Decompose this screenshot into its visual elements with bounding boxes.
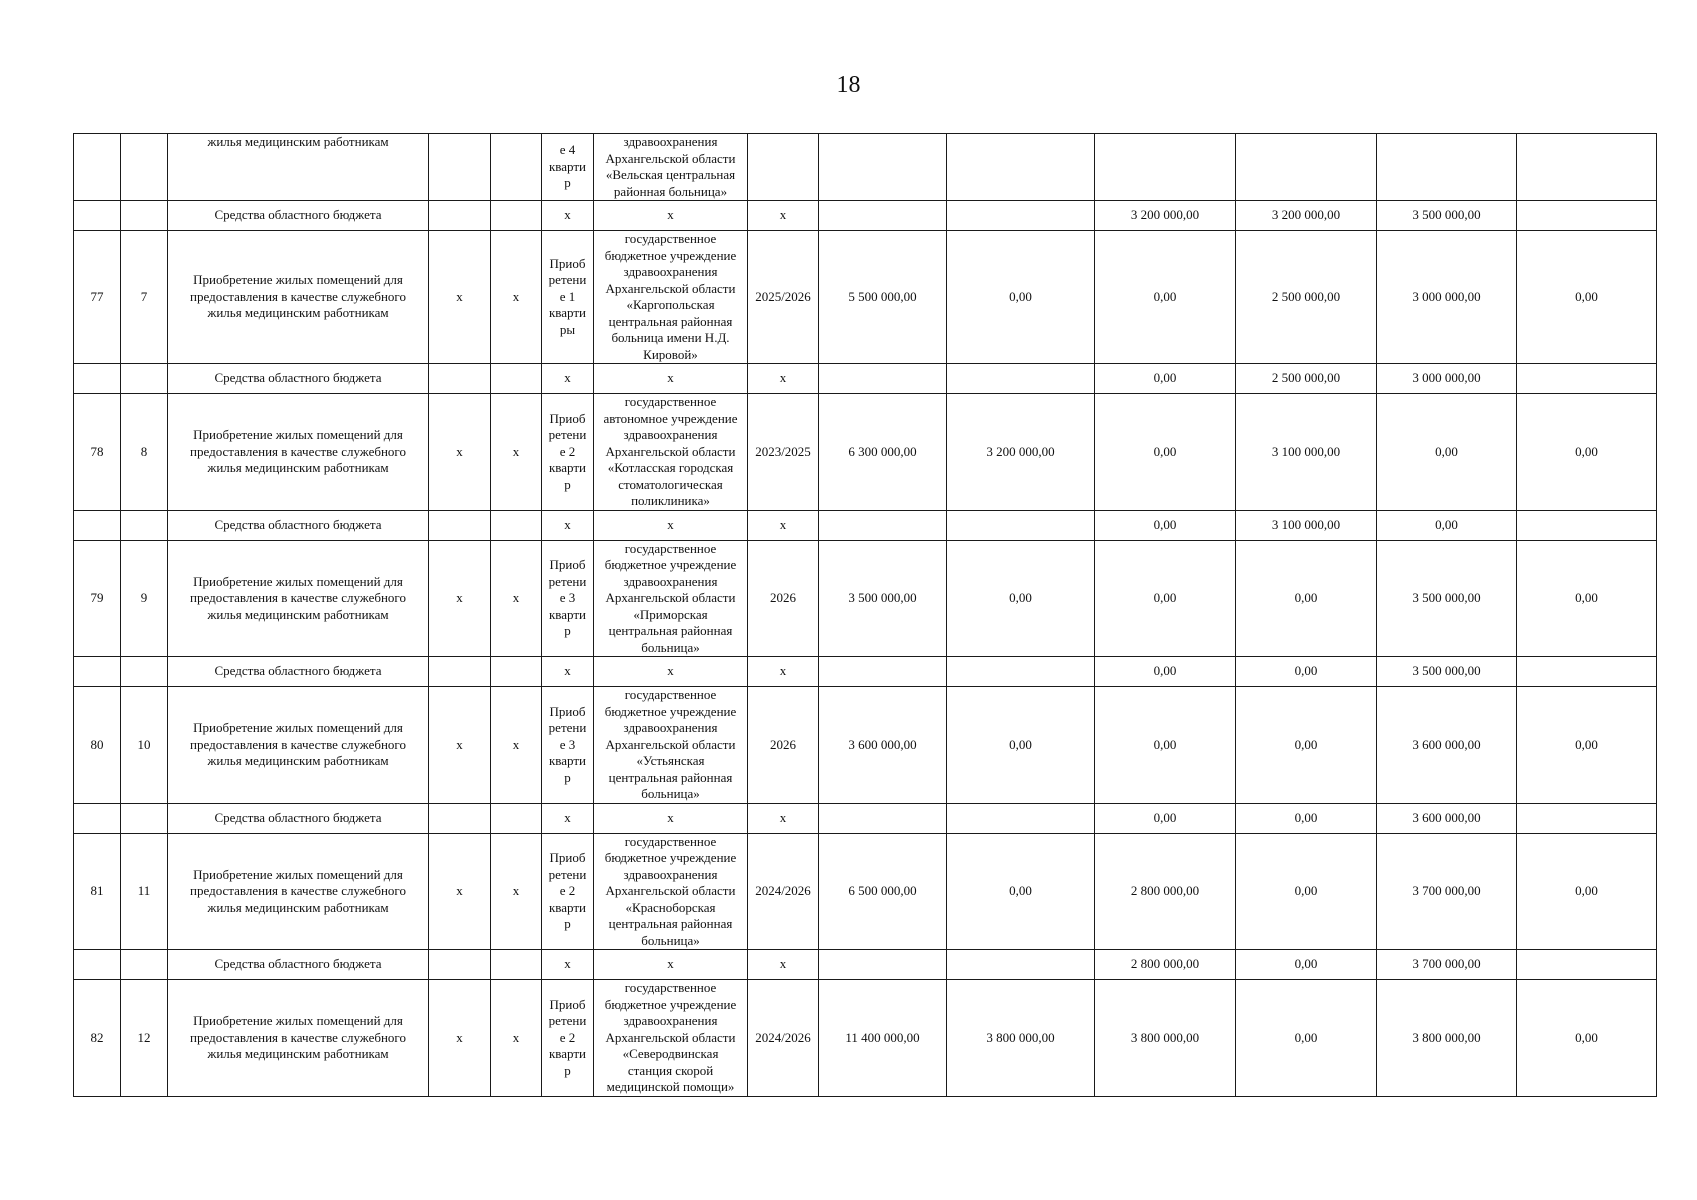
empty-cell (819, 364, 947, 394)
spent-cell: 0,00 (947, 687, 1095, 804)
x-mark: х (542, 950, 594, 980)
work-kind-line: кварти (548, 305, 587, 321)
organization-cell (594, 833, 748, 950)
total-cost-cell: 11 400 000,00 (819, 980, 947, 1097)
organization-cell (594, 231, 748, 364)
row-subnumber-cell (121, 134, 168, 201)
organization-line: больница» (641, 932, 700, 948)
organization-line: Архангельской области (605, 150, 736, 166)
amount-2026: 0,00 (1377, 394, 1517, 511)
row-subnumber-cell: 9 (121, 540, 168, 657)
empty-cell (491, 201, 542, 231)
amount-2024: 0,00 (1095, 394, 1236, 511)
funding-source-row (74, 950, 1657, 980)
amount-2025: 3 100 000,00 (1236, 394, 1377, 511)
period-cell: 2026 (748, 687, 819, 804)
total-cost-cell: 3 500 000,00 (819, 540, 947, 657)
spent-cell: 3 200 000,00 (947, 394, 1095, 511)
empty-cell (1236, 134, 1377, 201)
organization-line: государственное (624, 394, 717, 409)
work-kind-line: Приоб (549, 703, 586, 719)
work-kind-line: кварти (548, 158, 587, 174)
x-mark: х (429, 833, 491, 950)
empty-cell (947, 134, 1095, 201)
work-kind-line: е 3 (559, 736, 576, 752)
empty-cell (121, 201, 168, 231)
spent-cell: 0,00 (947, 833, 1095, 950)
organization-line: Кировой» (643, 346, 698, 362)
work-kind-line: р (564, 623, 571, 638)
object-name-cell (168, 231, 429, 364)
total-cost-cell: 6 300 000,00 (819, 394, 947, 511)
empty-cell (491, 657, 542, 687)
funding-source-label: Средства областного бюджета (168, 510, 429, 540)
organization-line: больница имени Н.Д. (611, 330, 730, 345)
table-row (74, 540, 1657, 657)
x-mark: х (429, 540, 491, 657)
amount-2026: 3 800 000,00 (1377, 980, 1517, 1097)
table-row (74, 394, 1657, 511)
work-kind-line: Приоб (549, 255, 586, 271)
work-kind-line: кварти (548, 460, 587, 475)
work-kind-line: Приоб (549, 410, 586, 426)
amount-2024: 2 800 000,00 (1095, 950, 1236, 980)
row-number-cell: 80 (74, 687, 121, 804)
spent-cell: 0,00 (947, 231, 1095, 364)
object-name-line: предоставления в качестве служебного (190, 590, 406, 605)
empty-cell (74, 950, 121, 980)
work-kind-cell (542, 394, 594, 511)
work-kind-line: Приоб (549, 557, 586, 572)
period-cell: 2026 (748, 540, 819, 657)
x-mark: х (429, 980, 491, 1097)
organization-line: бюджетное учреждение (604, 247, 737, 263)
organization-line: здравоохранения (623, 573, 718, 589)
work-kind-line: р (564, 916, 571, 931)
work-kind-line: е 2 (559, 1029, 576, 1045)
empty-cell (1517, 950, 1657, 980)
organization-line: Архангельской области (605, 590, 736, 605)
empty-cell (947, 803, 1095, 833)
x-mark: х (491, 833, 542, 950)
work-kind-line: е 2 (559, 443, 576, 459)
x-mark: х (748, 950, 819, 980)
x-mark: х (429, 687, 491, 804)
organization-line: центральная районная (608, 313, 733, 329)
amount-2026: 3 500 000,00 (1377, 657, 1517, 687)
organization-line: больница» (641, 639, 700, 655)
organization-line: здравоохранения (623, 720, 718, 735)
work-kind-line: ретени (548, 866, 587, 882)
amount-2025: 0,00 (1236, 687, 1377, 804)
object-name-line: жилья медицинским работникам (207, 460, 389, 475)
amount-2025: 0,00 (1236, 950, 1377, 980)
empty-cell (74, 510, 121, 540)
empty-cell (121, 803, 168, 833)
row-subnumber-cell: 10 (121, 687, 168, 804)
organization-line: поликлиника» (631, 493, 710, 508)
object-name-line: Приобретение жилых помещений для (193, 866, 403, 882)
organization-cell (594, 980, 748, 1097)
funding-source-row (74, 201, 1657, 231)
amount-2025: 3 200 000,00 (1236, 201, 1377, 231)
work-kind-cell (542, 980, 594, 1097)
amount-2026: 3 600 000,00 (1377, 687, 1517, 804)
organization-line: здравоохранения (623, 264, 718, 279)
organization-line: государственное (624, 540, 717, 556)
empty-cell (74, 657, 121, 687)
x-mark: х (491, 980, 542, 1097)
empty-cell (1095, 134, 1236, 201)
organization-line: «Северодвинская (622, 1046, 719, 1061)
amount-2025: 0,00 (1236, 657, 1377, 687)
empty-cell (491, 510, 542, 540)
table-row (74, 980, 1657, 1097)
total-cost-cell: 5 500 000,00 (819, 231, 947, 364)
organization-line: «Красноборская (625, 899, 716, 915)
x-mark: х (594, 657, 748, 687)
row-number-cell: 82 (74, 980, 121, 1097)
organization-line: здравоохранения (623, 1013, 718, 1028)
empty-cell (491, 134, 542, 201)
organization-line: здравоохранения (623, 866, 718, 882)
object-name-line: предоставления в качестве служебного (190, 1029, 406, 1045)
amount-2025: 0,00 (1236, 980, 1377, 1097)
table-row (74, 231, 1657, 364)
organization-line: «Каргопольская (626, 297, 715, 312)
spent-cell: 3 800 000,00 (947, 980, 1095, 1097)
work-kind-line: е 2 (559, 883, 576, 898)
row-number-cell: 79 (74, 540, 121, 657)
organization-cell (594, 394, 748, 511)
object-name-line: предоставления в качестве служебного (190, 443, 406, 459)
x-mark: х (594, 364, 748, 394)
empty-cell (819, 201, 947, 231)
organization-line: Архангельской области (605, 883, 736, 898)
x-mark: х (748, 510, 819, 540)
organization-line: государственное (624, 687, 717, 702)
empty-cell (429, 134, 491, 201)
organization-line: станция скорой (627, 1062, 714, 1078)
empty-cell (1517, 657, 1657, 687)
period-cell: 2024/2026 (748, 980, 819, 1097)
x-mark: х (491, 231, 542, 364)
work-kind-line: р (564, 175, 571, 191)
work-kind-line: ретени (548, 720, 587, 735)
organization-line: бюджетное учреждение (604, 996, 737, 1012)
x-mark: х (542, 201, 594, 231)
object-name-line: Приобретение жилых помещений для (193, 272, 403, 288)
organization-line: Архангельской области (605, 1029, 736, 1045)
x-mark: х (542, 803, 594, 833)
empty-cell (491, 364, 542, 394)
organization-line: центральная районная (608, 623, 733, 638)
empty-cell (74, 201, 121, 231)
row-number-cell: 78 (74, 394, 121, 511)
amount-2027: 0,00 (1517, 833, 1657, 950)
work-kind-cell (542, 231, 594, 364)
empty-cell (819, 510, 947, 540)
empty-cell (121, 657, 168, 687)
work-kind-line: Приоб (549, 996, 586, 1012)
amount-2025: 0,00 (1236, 833, 1377, 950)
work-kind-cell (542, 540, 594, 657)
amount-2024: 0,00 (1095, 803, 1236, 833)
organization-line: центральная районная (608, 769, 733, 785)
amount-2025: 3 100 000,00 (1236, 510, 1377, 540)
x-mark: х (542, 364, 594, 394)
row-subnumber-cell: 11 (121, 833, 168, 950)
empty-cell (491, 950, 542, 980)
amount-2025: 2 500 000,00 (1236, 231, 1377, 364)
row-subnumber-cell: 12 (121, 980, 168, 1097)
organization-line: районная больница» (613, 183, 728, 199)
amount-2026: 3 700 000,00 (1377, 833, 1517, 950)
empty-cell (121, 364, 168, 394)
row-subnumber-cell: 8 (121, 394, 168, 511)
row-number-cell (74, 134, 121, 201)
funding-source-label: Средства областного бюджета (168, 950, 429, 980)
empty-cell (429, 201, 491, 231)
table-row (74, 687, 1657, 804)
object-name-cell (168, 980, 429, 1097)
empty-cell (1517, 803, 1657, 833)
row-subnumber-cell: 7 (121, 231, 168, 364)
object-name-cell (168, 833, 429, 950)
empty-cell (1517, 201, 1657, 231)
x-mark: х (748, 657, 819, 687)
empty-cell (429, 657, 491, 687)
organization-line: государственное (624, 833, 717, 849)
empty-cell (947, 657, 1095, 687)
empty-cell (74, 364, 121, 394)
empty-cell (429, 950, 491, 980)
row-number-cell: 77 (74, 231, 121, 364)
empty-cell (947, 950, 1095, 980)
funding-source-row (74, 510, 1657, 540)
period-cell: 2024/2026 (748, 833, 819, 950)
organization-cell (594, 134, 748, 201)
empty-cell (819, 950, 947, 980)
x-mark: х (542, 657, 594, 687)
funding-source-row (74, 657, 1657, 687)
empty-cell (429, 364, 491, 394)
budget-table (73, 133, 1657, 1097)
work-kind-line: кварти (548, 899, 587, 915)
total-cost-cell: 3 600 000,00 (819, 687, 947, 804)
amount-2025: 0,00 (1236, 540, 1377, 657)
x-mark: х (748, 364, 819, 394)
object-name-line: предоставления в качестве служебного (190, 288, 406, 304)
table-body (74, 134, 1657, 1097)
object-name-line: жилья медицинским работникам (207, 606, 389, 622)
organization-cell (594, 687, 748, 804)
amount-2024: 2 800 000,00 (1095, 833, 1236, 950)
x-mark: х (748, 201, 819, 231)
amount-2026: 3 500 000,00 (1377, 540, 1517, 657)
object-name-line: жилья медицинским работникам (207, 899, 389, 915)
empty-cell (748, 134, 819, 201)
funding-source-label: Средства областного бюджета (168, 201, 429, 231)
work-kind-line: е 1 (559, 288, 576, 304)
organization-line: государственное (624, 231, 717, 246)
empty-cell (74, 803, 121, 833)
amount-2026: 3 600 000,00 (1377, 803, 1517, 833)
amount-2024: 0,00 (1095, 231, 1236, 364)
amount-2024: 3 200 000,00 (1095, 201, 1236, 231)
work-kind-line: Приоб (549, 850, 586, 865)
work-kind-line: р (564, 476, 571, 492)
object-name-line: Приобретение жилых помещений для (193, 1013, 403, 1028)
x-mark: х (594, 201, 748, 231)
funding-source-row (74, 803, 1657, 833)
amount-2027: 0,00 (1517, 687, 1657, 804)
object-name-line: Приобретение жилых помещений для (193, 573, 403, 589)
amount-2024: 0,00 (1095, 657, 1236, 687)
object-name-line: жилья медицинским работникам (207, 753, 389, 768)
work-kind-cell (542, 134, 594, 201)
organization-line: «Вельская центральная (605, 167, 736, 182)
amount-2024: 0,00 (1095, 364, 1236, 394)
work-kind-line: р (564, 1062, 571, 1078)
organization-line: стоматологическая (618, 476, 723, 492)
organization-cell (594, 540, 748, 657)
empty-cell (819, 803, 947, 833)
object-name-cell (168, 540, 429, 657)
empty-cell (121, 950, 168, 980)
period-cell: 2023/2025 (748, 394, 819, 511)
x-mark: х (594, 803, 748, 833)
work-kind-line: е 3 (559, 590, 576, 605)
x-mark: х (594, 950, 748, 980)
work-kind-cell (542, 687, 594, 804)
amount-2026: 0,00 (1377, 510, 1517, 540)
object-name-line: предоставления в качестве служебного (190, 736, 406, 752)
funding-source-label: Средства областного бюджета (168, 364, 429, 394)
organization-line: «Котласская городская (607, 460, 734, 475)
x-mark: х (429, 231, 491, 364)
x-mark: х (491, 394, 542, 511)
amount-2027: 0,00 (1517, 231, 1657, 364)
empty-cell (947, 510, 1095, 540)
organization-line: Архангельской области (605, 736, 736, 752)
organization-line: здравоохранения (623, 427, 718, 442)
empty-cell (819, 134, 947, 201)
amount-2024: 3 800 000,00 (1095, 980, 1236, 1097)
empty-cell (947, 364, 1095, 394)
work-kind-cell (542, 833, 594, 950)
x-mark: х (491, 687, 542, 804)
empty-cell (1517, 134, 1657, 201)
work-kind-line: р (564, 769, 571, 785)
object-name-cell (168, 394, 429, 511)
organization-line: бюджетное учреждение (604, 703, 737, 719)
organization-line: Архангельской области (605, 280, 736, 296)
period-cell: 2025/2026 (748, 231, 819, 364)
object-name-cell (168, 687, 429, 804)
spent-cell: 0,00 (947, 540, 1095, 657)
amount-2027: 0,00 (1517, 980, 1657, 1097)
object-name-cell: жилья медицинским работникам (168, 134, 429, 201)
object-name-line: предоставления в качестве служебного (190, 883, 406, 898)
empty-cell (1377, 134, 1517, 201)
empty-cell (429, 803, 491, 833)
organization-line: больница» (641, 786, 700, 801)
work-kind-line: кварти (548, 753, 587, 768)
organization-line: автономное учреждение (603, 410, 738, 426)
organization-line: государственное (624, 980, 717, 995)
empty-cell (1517, 364, 1657, 394)
work-kind-line: е 4 (559, 142, 576, 158)
amount-2026: 3 500 000,00 (1377, 201, 1517, 231)
work-kind-line: ретени (548, 573, 587, 589)
work-kind-line: ретени (548, 427, 587, 442)
funding-source-label: Средства областного бюджета (168, 657, 429, 687)
object-name-line: Приобретение жилых помещений для (193, 720, 403, 735)
x-mark: х (542, 510, 594, 540)
work-kind-line: ретени (548, 1013, 587, 1028)
amount-2026: 3 700 000,00 (1377, 950, 1517, 980)
work-kind-line: ретени (548, 272, 587, 288)
empty-cell (429, 510, 491, 540)
organization-line: Архангельской области (605, 443, 736, 459)
organization-line: «Устьянская (636, 753, 705, 768)
table-row (74, 134, 1657, 201)
amount-2025: 2 500 000,00 (1236, 364, 1377, 394)
amount-2024: 0,00 (1095, 510, 1236, 540)
amount-2024: 0,00 (1095, 687, 1236, 804)
table-row (74, 833, 1657, 950)
x-mark: х (594, 510, 748, 540)
empty-cell (947, 201, 1095, 231)
work-kind-line: кварти (548, 1046, 587, 1061)
amount-2026: 3 000 000,00 (1377, 231, 1517, 364)
x-mark: х (748, 803, 819, 833)
page-number: 18 (836, 72, 861, 98)
x-mark: х (491, 540, 542, 657)
amount-2026: 3 000 000,00 (1377, 364, 1517, 394)
organization-line: здравоохранения (623, 134, 718, 149)
amount-2027: 0,00 (1517, 394, 1657, 511)
organization-line: «Приморская (633, 606, 708, 622)
organization-line: центральная районная (608, 916, 733, 931)
organization-line: бюджетное учреждение (604, 850, 737, 865)
funding-source-label: Средства областного бюджета (168, 803, 429, 833)
object-name-line: жилья медицинским работникам (207, 1046, 389, 1061)
empty-cell (121, 510, 168, 540)
row-number-cell: 81 (74, 833, 121, 950)
amount-2027: 0,00 (1517, 540, 1657, 657)
work-kind-line: кварти (548, 606, 587, 622)
organization-line: медицинской помощи» (606, 1079, 735, 1094)
amount-2025: 0,00 (1236, 803, 1377, 833)
funding-source-row (74, 364, 1657, 394)
work-kind-line: ры (559, 321, 576, 337)
empty-cell (819, 657, 947, 687)
empty-cell (491, 803, 542, 833)
empty-cell (1517, 510, 1657, 540)
total-cost-cell: 6 500 000,00 (819, 833, 947, 950)
object-name-line: Приобретение жилых помещений для (193, 427, 403, 442)
amount-2024: 0,00 (1095, 540, 1236, 657)
object-name-line: жилья медицинским работникам (207, 305, 389, 321)
x-mark: х (429, 394, 491, 511)
organization-line: бюджетное учреждение (604, 557, 737, 572)
